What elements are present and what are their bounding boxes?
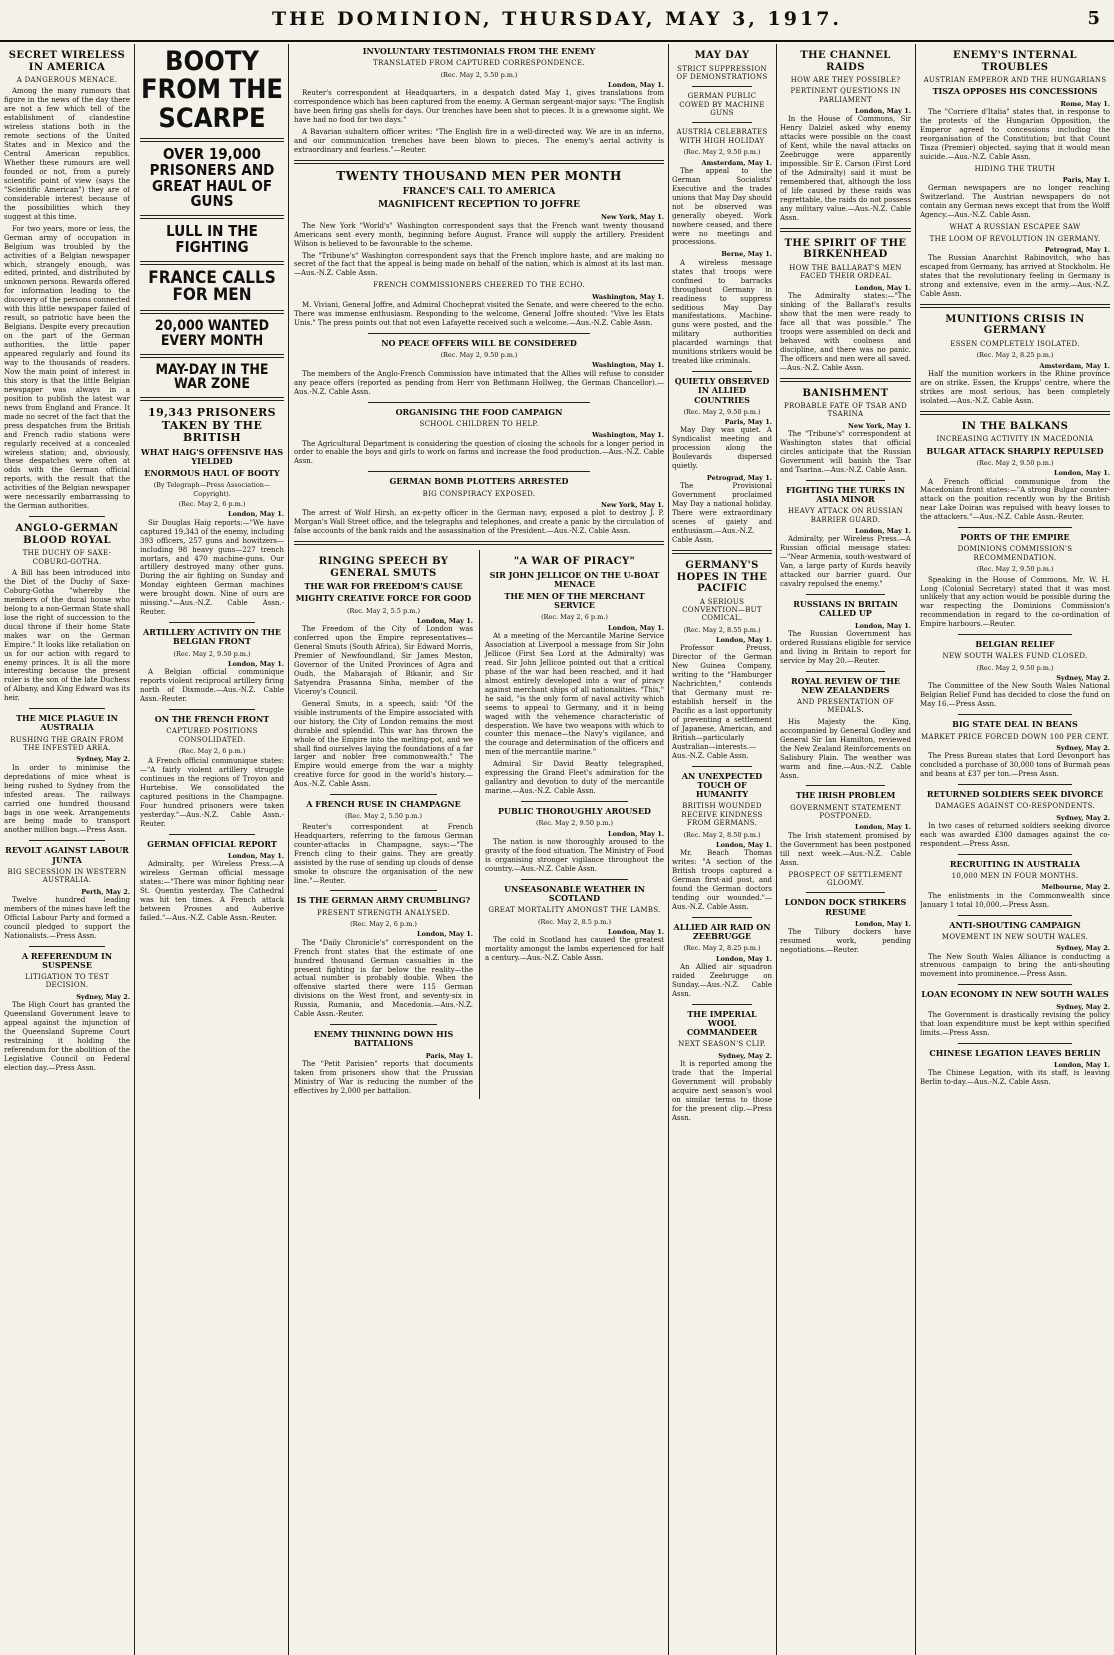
received-time: (Rec. May 2, 5.50 p.m.) [440, 70, 518, 79]
subheadline: HEAVY ATTACK ON RUSSIAN BARRIER GUARD. [787, 507, 904, 524]
dateline: Rome, May 1. [1060, 99, 1110, 108]
headline: ENEMY'S INTERNAL TROUBLES [953, 50, 1077, 73]
dateline: London, May 1. [608, 623, 664, 632]
article-text: The Government is drastically revising the policy that loan expenditure must be kept within specified limits.—Press Assn. [920, 1010, 1110, 1037]
headline: THE MEN OF THE MERCHANT SERVICE [504, 591, 645, 611]
divider [29, 840, 105, 841]
headline: RETURNED SOLDIERS SEEK DIVORCE [926, 789, 1104, 800]
headline: PORTS OF THE EMPIRE [960, 532, 1070, 543]
headline: BIG STATE DEAL IN BEANS [952, 719, 1078, 730]
divider [140, 261, 284, 265]
dateline: London, May 1. [855, 283, 911, 292]
subheadline: HOW THE BALLARAT'S MEN FACED THEIR ORDEAL [789, 263, 902, 281]
subheadline: PROBABLE FATE OF TSAR AND TSARINA [783, 402, 908, 419]
main-headline: BOOTY FROM THE SCARPE [140, 46, 284, 134]
headline: RUSSIANS IN BRITAIN CALLED UP [793, 599, 898, 619]
received-time: (Rec. May 2, 9.50 p.m.) [683, 407, 761, 416]
smuts-article [294, 550, 473, 1099]
dateline: London, May 1. [608, 927, 664, 936]
headline: ENEMY THINNING DOWN HIS BATTALIONS [313, 1029, 454, 1049]
dateline: London, May 1. [855, 621, 911, 630]
headline: WHAT HAIG'S OFFENSIVE HAS YIELDED [140, 446, 284, 467]
divider [806, 594, 885, 595]
divider [958, 527, 1072, 528]
divider [806, 480, 885, 481]
headline: FRANCE'S CALL TO AMERICA [402, 186, 556, 197]
headline: THE IMPERIAL WOOL COMMANDEER [686, 1008, 758, 1038]
article-text: Among the many rumours that figure in the news of the day there are not a few which tell of the establishment of clandestine wireless stations both in the remote sections of the United States and in Mexico and the Central American republics. Whether these rumours are well founded or not, from a purely scientific point of view (says the "Scientific American") they are of considerable interest because of the possibilities which they suggest at this time. [4, 87, 130, 221]
page-number: 5 [1087, 8, 1100, 29]
subheadline: PRESENT STRENGTH ANALYSED. [317, 908, 450, 917]
received-time: (Rec. May 2, 8.5 p.m.) [538, 917, 611, 926]
article-text: A wireless message states that troops were confined to barracks throughout Germany in readiness to suppress seditious May Day manifestations. Machine-guns were posted, and the military authorities placarded warnings that munitions strikers would be treated like criminals. [672, 258, 772, 366]
article-text: The "Petit Parisien" reports that documents taken from prisoners show that the Prussian Ministry of War is reducing the number of the effectives by 2,000 per battalion. [294, 1059, 473, 1095]
dateline: London, May 1. [228, 852, 284, 861]
article-text: General Smuts, in a speech, said: "Of the visible instruments of the Empire associated with our history, the City of London remains the most durable and splendid. This war has thrown the whole of the Empire into the melting-pot, and we shall find ourselves laying the foundations of a far larger and nobler free commonwealth." The Empire would emerge from the war a mighty creative force for good in the world's history.—Aus.-N.Z. Cable Assn. [294, 699, 473, 789]
subheadline: A SERIOUS CONVENTION—BUT COMICAL. [682, 597, 762, 623]
divider [958, 915, 1072, 916]
divider [692, 86, 752, 87]
column-3-4-news [294, 44, 664, 1655]
divider [692, 766, 752, 767]
headline: BANISHMENT [802, 387, 889, 399]
divider [780, 228, 911, 232]
article-text: Sir Douglas Haig reports:—"We have captured 19,343 of the enemy, including 393 officers, 257 guns and howitzers—including 98 heavy guns—227 trench mortars, and 470 machine-guns. Our artillery destroyed many other guns. During the air fighting on Sunday and Monday eighteen German machines were brought down. Nine of ours are missing."—Aus.-N.Z. Cable Assn.-Reuter. [140, 518, 284, 617]
dateline: London, May 1. [855, 527, 911, 536]
received-time: (Rec. May 2, 8.55 p.m.) [683, 625, 761, 634]
headline: A REFERENDUM IN SUSPENSE [21, 950, 113, 970]
column-rule [915, 44, 916, 1655]
article-text: German newspapers are no longer reaching Switzerland. The Austrian newspapers do not contain any German news except that from the Wolff Agency.—Aus.-N.Z. Cable Assn. [920, 184, 1110, 220]
article-text: A French official communique from the Macedonian front states:—"A strong Bulgar counter-attack on the position recently won by the British near Lake Doiran was repulsed with heavy losses to the attackers."—Aus.-N.Z. Cable Assn.-Reuter. [920, 477, 1110, 522]
subheadline: INCREASING ACTIVITY IN MACEDONIA [936, 435, 1094, 444]
column-rule [288, 44, 289, 1655]
article-text: A Bill has been introduced into the Diet of the Duchy of Saxe-Coburg-Gotha "whereby the members of the ducal house who belong to a non-German State shall lose the right of succession to the ducal throne if their home State makes war on the German Empire." It looks like retaliation on us for our action with regard to enemy princes. It is all the more interesting because the present ruler is the son of the late Duchess of Albany, and King Edward was its heir. [4, 568, 130, 703]
subheadline: THE DUCHY OF SAXE-COBURG-GOTHA. [22, 549, 112, 566]
received-time: (Rec. May 2, 9.50 p.m.) [683, 148, 761, 157]
dateline: Berne, May 1. [721, 250, 772, 259]
headline: SECRET WIRELESS IN AMERICA [8, 50, 126, 73]
dateline: London, May 1. [228, 659, 284, 668]
divider [169, 622, 255, 623]
article-text: The Agricultural Department is considering the question of closing the schools for a longer period in order to enable the boys and girls to work on farms and increase the food production.—Aus.-N.Z. Cable Assn. [294, 439, 664, 466]
dateline: New York, May 1. [847, 421, 911, 430]
subheadline: FRENCH COMMISSIONERS CHEERED TO THE ECHO. [373, 281, 585, 290]
divider [29, 946, 105, 947]
article-text: The "Tribune's" Washington correspondent says that the French implore haste, and are making no secret of the fact that the appeal is being made on behalf of the nation, which is almost at its last man.—Aus.-N.Z. Cable Assn. [294, 251, 664, 278]
subheadline: BRITISH WOUNDED RECEIVE KINDNESS FROM GERMANS. [681, 802, 763, 828]
divider [29, 708, 105, 709]
subheadline: ESSEN COMPLETELY ISOLATED. [950, 339, 1080, 348]
headline: REVOLT AGAINST LABOUR JUNTA [5, 845, 129, 865]
subheadline: DAMAGES AGAINST CO-RESPONDENTS. [935, 802, 1095, 811]
subheadline: HOW ARE THEY POSSIBLE? [790, 76, 901, 84]
article-text: Speaking in the House of Commons, Mr. W. H. Long (Colonial Secretary) stated that it was most unlikely that any action would be possible during the war respecting the Dominions Commission's recommendation in regard to the co-ordination of Empire harbours.—Reuter. [920, 575, 1110, 629]
dateline: London, May 1. [716, 954, 772, 963]
headline: ORGANISING THE FOOD CAMPAIGN [395, 406, 563, 417]
column-1 [4, 44, 130, 1655]
subheadline: 10,000 MEN IN FOUR MONTHS. [951, 872, 1079, 881]
article-text: The Freedom of the City of London was conferred upon the Empire representatives—General Smuts (South Africa), Sir Edward Morris, Premier of Newfoundland, Sir James Meston, Governor of the United Provinces of Agra and Oudh, the Maharajah of Bikanir, and Sir Satyendra Prasanna Sinha, member of the Viceroy's Council. [294, 625, 473, 696]
divider [692, 917, 752, 918]
headline: BELGIAN RELIEF [975, 639, 1055, 650]
divider [806, 785, 885, 786]
received-time: (Rec. May 2, 9.50 p.m.) [976, 565, 1054, 574]
article-text: Half the munition workers in the Rhine province are on strike. Essen, the Krupps' centre, where the strikes are most serious, has been completely isolated.—Aus.-N.Z. Cable Assn. [920, 370, 1110, 405]
dateline: London, May 1. [417, 616, 473, 625]
headline: IN THE BALKANS [961, 420, 1069, 432]
article-text: The appeal to the German Socialists' Executive and the trades unions that May Day should not be observed was generally obeyed. Work nowhere ceased, and there were no meetings and processions. [672, 166, 772, 247]
main-subheadline: FRANCE CALLS FOR MEN [148, 267, 276, 306]
article-text: At a meeting of the Mercantile Marine Service Association at Liverpool a message from Sir John Jellicoe (First Sea Lord at the Admiralty) was read. Sir John Jellicoe pointed out that a critical phase of the war had been reached, and it had almost entirely developed into a war of piracy against merchant ships of all nationalities. "This," he said, "is the only form of naval activity which seems to appeal to Germany, and it is being waged with the vehemence characteristic of desperation. We have two weapons with which to counter this menace—the Navy's vigilance, and the courage and determination of the officers and men of the mercantile marine." [485, 632, 664, 757]
article-text: A Belgian official communique reports violent reciprocal artillery firing north of Dixmude.—Aus.-N.Z. Cable Assn.-Reuter. [140, 668, 284, 704]
received-time: (Rec. May 2, 9.50 p.m.) [976, 458, 1054, 467]
subheadline: GREAT MORTALITY AMONGST THE LAMBS. [488, 906, 661, 915]
dateline: Petrograd, May 1. [1044, 245, 1110, 254]
divider [330, 794, 437, 795]
subheadline: RUSHING THE GRAIN FROM THE INFESTED AREA. [10, 735, 124, 753]
dateline: London, May 1. [608, 829, 664, 838]
divider [294, 541, 664, 545]
divider [368, 402, 590, 403]
dateline: London, May 1. [417, 930, 473, 939]
headline: THE MICE PLAGUE IN AUSTRALIA [16, 713, 118, 733]
article-text: The New York "World's" Washington correspondent says that the French want twenty thousand Americans sent every month, beginning before August. France will supply the artillery. President Wilson is believed to be favourable to the scheme. [294, 221, 664, 248]
dateline: London, May 1. [716, 636, 772, 645]
divider [958, 854, 1072, 855]
divider [958, 784, 1072, 785]
headline: PUBLIC THOROUGHLY AROUSED [498, 806, 651, 817]
headline: SIR JOHN JELLICOE ON THE U-BOAT MENACE [489, 569, 660, 589]
credit-line: (By Telegraph—Press Association—Copyright). [153, 481, 271, 498]
subheadline: WHAT A RUSSIAN ESCAPEE SAW [949, 223, 1081, 232]
article-text: For two years, more or less, the German army of occupation in Belgium was troubled by the activities of a Belgian newspaper which, strangely enough, was edited, printed, and distributed by unknown persons. Rewards offered for information leading to the discovery of the persons connected with this little newspaper failed of result, so patriotic have been the Belgians. Despite every precaution on the part of the German authorities, the little paper appeared regularly and found its way to the thousands of readers. Now the main point of interest in this story is that the little Belgian newspaper was always in a position to publish the latest war news from England and France. It made no secret of the fact that the press despatches from the British and French radio stations were regularly received at a concealed wireless station; and, obviously, these despatches were often at odds with the German official reports, with the result that the activities of the Belgian newspaper were necessarily embarrassing to the German authorities. [4, 224, 130, 511]
article-text: The Russian Government has ordered Russians eligible for service and living in Britain to report for service by May 20.—Reuter. [780, 629, 911, 665]
article-text: Twelve hundred leading members of the mines have left the Official Labour Party and formed a council pledged to support the Nationalists.—Press Assn. [4, 895, 130, 940]
headline: THE SPIRIT OF THE BIRKENHEAD [784, 237, 907, 261]
subheadline: AND PRESENTATION OF MEDALS. [797, 698, 894, 715]
headline: QUIETLY OBSERVED IN ALLIED COUNTRIES [674, 376, 770, 405]
headline: "A WAR OF PIRACY" [513, 556, 636, 568]
headline: FIGHTING THE TURKS IN ASIA MINOR [786, 484, 905, 505]
dateline: Amsterdam, May 1. [1039, 361, 1110, 370]
divider [140, 138, 284, 142]
subheadline: MARKET PRICE FORCED DOWN 100 PER CENT. [921, 732, 1109, 741]
article-text: It is reported among the trade that the Imperial Government will probably acquire next season's wool on similar terms to those for the present clip.—Press Assn. [672, 1059, 772, 1122]
article-text: The Provisional Government proclaimed May Day a national holiday. There were extraordinary scenes of gaiety and enthusiasm.—Aus.-N.Z. Cable Assn. [672, 482, 772, 545]
dateline: Perth, May 2. [81, 887, 130, 896]
article-text: The Russian Anarchist Rabinovitch, who has escaped from Germany, has arrived at Stockholm. He states that the revolutionary feeling in Germany is strong and extensive, even in the army.—Aus.-N.Z. Cable Assn. [920, 254, 1110, 299]
subheadline: SCHOOL CHILDREN TO HELP. [419, 419, 539, 428]
headline: ALLIED AIR RAID ON ZEEBRUGGE [673, 921, 771, 942]
subheadline: LITIGATION TO TEST DECISION. [25, 972, 109, 990]
divider [521, 879, 628, 880]
dateline: Paris, May 1. [724, 418, 772, 427]
headline: RECRUITING IN AUSTRALIA [949, 858, 1081, 869]
dateline: Sydney, May 2. [718, 1051, 772, 1060]
subheadline: BIG CONSPIRACY EXPOSED. [422, 489, 536, 498]
received-time: (Rec. May 2, 9.50 p.m.) [976, 663, 1054, 672]
divider [920, 411, 1110, 415]
article-text: The Press Bureau states that Lord Devonport has concluded a purchase of 30,000 tons of Burmah peas and beans at £37 per ton.—Press Assn. [920, 752, 1110, 779]
divider [958, 634, 1072, 635]
dateline: Washington, May 1. [592, 361, 664, 370]
article-text: The cold in Scotland has caused the greatest mortality amongst the lambs experienced for half a century.—Aus.-N.Z. Cable Assn. [485, 936, 664, 963]
received-time: (Rec. May 2, 9.50 p.m.) [173, 649, 251, 658]
article-text: The nation is now thoroughly aroused to the gravity of the food situation. The Ministry of Food is organising stronger vigilance throughout the country.—Aus.-N.Z. Cable Assn. [485, 837, 664, 873]
dateline: Sydney, May 2. [1056, 944, 1110, 953]
headline: CHINESE LEGATION LEAVES BERLIN [929, 1047, 1101, 1058]
divider [672, 550, 772, 554]
headline: ENORMOUS HAUL OF BOOTY [144, 468, 280, 479]
headline: ARTILLERY ACTIVITY ON THE BELGIAN FRONT [143, 627, 281, 647]
subheadline: THE LOOM OF REVOLUTION IN GERMANY. [929, 234, 1101, 243]
headline: MIGHTY CREATIVE FORCE FOR GOOD [295, 593, 472, 604]
headline: THE WAR FOR FREEDOM'S CAUSE [304, 581, 463, 592]
article-text: In order to minimise the depredations of mice wheat is being rushed to Sydney from the infested areas. The railways carried one hundred thousand bags in one week. Arrangements are being made to transport another million bags.—Press Assn. [4, 763, 130, 835]
subheadline: HIDING THE TRUTH [974, 164, 1056, 173]
received-time: (Rec. May 2, 9.50 p.m.) [535, 819, 614, 828]
column-7 [920, 44, 1110, 1655]
headline: MAY DAY [694, 50, 750, 61]
article-text: The Tilbury dockers have resumed work, pending negotiations.—Reuter. [780, 928, 911, 954]
received-time: (Rec. May 2, 6 p.m.) [541, 613, 608, 622]
main-subheadline: LULL IN THE FIGHTING [166, 222, 258, 256]
headline: 19,343 PRISONERS TAKEN BY THE BRITISH [148, 405, 276, 445]
headline: ANGLO-GERMAN BLOOD ROYAL [15, 523, 119, 546]
divider [920, 304, 1110, 308]
received-time: (Rec. May 2, 8.25 p.m.) [683, 944, 761, 953]
article-text: The Chinese Legation, with its staff, is leaving Berlin to-day.—Aus.-N.Z. Cable Assn. [920, 1069, 1110, 1087]
article-text: The "Tribune's" correspondent at Washington states that official circles anticipate that the Russian Government will banish the Tsar and Tsarina.—Aus.-N.Z. Cable Assn. [780, 430, 911, 474]
headline: TISZA OPPOSES HIS CONCESSIONS [932, 86, 1098, 97]
divider [958, 714, 1072, 715]
article-text: The New South Wales Alliance is conducting a strenuous campaign to bring the anti-shouting movement into prominence.—Press Assn. [920, 952, 1110, 979]
received-time: (Rec. May 2, 6 p.m.) [350, 920, 417, 929]
dateline: Sydney, May 2. [1056, 813, 1110, 822]
dateline: Paris, May 1. [425, 1051, 473, 1060]
divider [692, 371, 752, 372]
subheadline: NEXT SEASON'S CLIP. [678, 1040, 766, 1049]
divider [806, 671, 885, 672]
dateline: Washington, May 1. [592, 431, 664, 440]
article-text: The enlistments in the Commonwealth since January 1 total 10,000.—Press Assn. [920, 891, 1110, 909]
headline: BULGAR ATTACK SHARPLY REPULSED [926, 445, 1104, 456]
divider [330, 1024, 437, 1025]
received-time: (Rec. May 2, 5.5 p.m.) [347, 606, 420, 615]
dateline: London, May 1. [1054, 1060, 1110, 1069]
subheadline: TRANSLATED FROM CAPTURED CORRESPONDENCE. [373, 59, 585, 68]
article-text: May Day was quiet. A Syndicalist meeting and procession along the Boulevards dispersed quietly. [672, 426, 772, 471]
divider [780, 378, 911, 382]
dateline: Melbourne, May 2. [1041, 883, 1110, 892]
divider [169, 709, 255, 710]
dateline: Sydney, May 2. [1056, 1002, 1110, 1011]
divider [29, 516, 105, 517]
dateline: Sydney, May 2. [1056, 674, 1110, 683]
article-text: Reuter's correspondent at Headquarters, in a despatch dated May 1, gives translations from correspondence which has been captured from the enemy. A German sergeant-major says: "The English have been firing gas shells for days. Our trenches have been shot to pieces. It is a grewsome sight. We have had no food for two days." [294, 89, 664, 125]
dateline: London, May 1. [855, 107, 911, 116]
received-time: (Rec. May 2, 9.50 p.m.) [440, 351, 518, 360]
article-text: Admiralty, per Wireless Press.—A Russian official message states:—"Near Armenia, south-westward of Van, a large party of Kurds heavily attacked our barrier guard. Our cavalry repulsed the enemy." [780, 535, 911, 589]
subheadline: PERTINENT QUESTIONS IN PARLIAMENT [790, 87, 901, 104]
dateline: London, May 1. [855, 823, 911, 832]
article-text: The members of the Anglo-French Commission have intimated that the Allies will refuse to consider any peace offers (reported as pending from Herr von Bethmann Hollweg, the German Chancellor).—Aus.-N.Z. Cable Assn. [294, 369, 664, 396]
subheadline: CAPTURED POSITIONS CONSOLIDATED. [166, 727, 258, 744]
divider [521, 801, 628, 802]
headline: GERMAN OFFICIAL REPORT [147, 838, 277, 849]
article-text: Admiral Sir David Beatty telegraphed, expressing the Grand Fleet's admiration for the gallantry and devotion to duty of the mercantile marine.—Aus.-N.Z. Cable Assn. [485, 760, 664, 796]
article-text: M. Viviani, General Joffre, and Admiral Chocheprat visited the Senate, and were cheered to the echo. There was immense enthusiasm. Responding to the welcome, General Joffre shouted: "Vive les Etats Unis." The press points out that not even Lafayette received such a welcome.—Aus.-N.Z. Cable Assn. [294, 301, 664, 327]
article-text: The High Court has granted the Queensland Government leave to appeal against the injunction of the Queensland Supreme Court restraining it holding the referendum for the abolition of the Legislative Council on Federal election day.—Press Assn. [4, 1001, 130, 1072]
divider [294, 160, 664, 164]
headline: IS THE GERMAN ARMY CRUMBLING? [296, 895, 471, 906]
subheadline: AUSTRIA CELEBRATES WITH HIGH HOLIDAY [676, 128, 768, 145]
divider [958, 1043, 1072, 1044]
main-subheadline: MAY-DAY IN THE WAR ZONE [155, 361, 269, 393]
headline: A FRENCH RUSE IN CHAMPAGNE [306, 799, 461, 810]
column-rule [134, 44, 135, 1655]
article-text: A Bavarian subaltern officer writes: "The English fire in a well-directed way. We are in an inferno, and our communication trenches have been blown to pieces. The enemy's aerial activity is extraordinary and fearless."—Reuter. [294, 128, 664, 154]
article-text: Reuter's correspondent at French Headquarters, referring to the famous German counter-attacks in Champagne, says:—"The French cling to their gains. They are greatly assisted by the ruse of sending up clouds of dense smoke to obscure the organisation of the new line."—Reuter. [294, 822, 473, 885]
article-text: The "Daily Chronicle's" correspondent on the French front states that the estimate of one hundred thousand German casualties in the present fighting is far below the reality—the actual number is probably double. When the offensive started there were 115 German divisions on the West front, and seventy-six in Russia, Rumania, and Macedonia.—Aus.-N.Z. Cable Assn.-Reuter. [294, 938, 473, 1019]
divider [692, 122, 752, 123]
dateline: London, May 1. [855, 919, 911, 928]
headline: THE IRISH PROBLEM [795, 790, 896, 801]
dateline: Washington, May 1. [592, 292, 664, 301]
headline: GERMANY'S HOPES IN THE PACIFIC [676, 560, 768, 595]
article-text: A French official communique states:—"A fairly violent artillery struggle continues in the regions of Troyon and Hurtebise. We consolidated the captured positions in the Champagne. Four hundred prisoners were taken yesterday."—Aus.-N.Z. Cable Assn.-Reuter. [140, 757, 284, 828]
headline: MUNITIONS CRISIS IN GERMANY [945, 313, 1085, 337]
headline: LONDON DOCK STRIKERS RESUME [784, 897, 907, 917]
article-text: His Majesty the King, accompanied by General Godley and General Sir Ian Hamilton, reviewed the New Zealand Reinforcements on Salisbury Plain. The weather was warm and fine.—Aus.-N.Z. Cable Assn. [780, 717, 911, 780]
dateline: London, May 1. [228, 510, 284, 519]
headline: GERMAN BOMB PLOTTERS ARRESTED [389, 476, 569, 487]
divider [806, 892, 885, 893]
subheadline: BIG SECESSION IN WESTERN AUSTRALIA. [7, 867, 127, 885]
dateline: Sydney, May 2. [76, 755, 130, 764]
divider [140, 215, 284, 219]
article-text: In the House of Commons, Sir Henry Dalziel asked why enemy attacks were possible on the coast of Kent, while the naval attacks on Zeebrugge were apparently impossible. Sir E. Carson (First Lord of the Admiralty) said it must be remembered that, although the loss of life caused by these raids was regrettable, the raids do not possess any military value.—Aus.-N.Z. Cable Assn. [780, 115, 911, 222]
headline: ON THE FRENCH FRONT [154, 714, 270, 724]
headline: LOAN ECONOMY IN NEW SOUTH WALES [921, 989, 1109, 1000]
headline: UNSEASONABLE WEATHER IN SCOTLAND [504, 883, 645, 903]
jellicoe-article [479, 550, 664, 1099]
subheadline: DOMINIONS COMMISSION'S RECOMMENDATION. [957, 545, 1073, 562]
headline: THE CHANNEL RAIDS [800, 50, 891, 73]
divider [140, 354, 284, 358]
divider [368, 471, 590, 472]
dateline: Paris, May 1. [1062, 176, 1110, 184]
received-time: (Rec. May 2, 6 p.m.) [178, 500, 246, 509]
subheadline: PROSPECT OF SETTLEMENT GLOOMY. [788, 870, 903, 887]
article-text: Mr. Beach Thomas writes: "A section of the British troops captured a German first-aid post, and found the German doctors tending our wounded."—Aus.-N.Z. Cable Assn. [672, 849, 772, 911]
article-text: Professor Preuss, Director of the German New Guinea Company, writing to the "Hamburger Nachrichten," contends that Germany must re-establish herself in the Pacific as a last opportunity of preventing a settlement of Japanese, American, and British—particularly Australian—interests.—Aus.-N.Z. Cable Assn. [672, 644, 772, 760]
subheadline: GERMAN PUBLIC COWED BY MACHINE GUNS [679, 92, 765, 118]
subheadline: NEW SOUTH WALES FUND CLOSED. [942, 652, 1088, 661]
headline: AN UNEXPECTED TOUCH OF HUMANITY [681, 770, 763, 800]
masthead-title: THE DOMINION, THURSDAY, MAY 3, 1917. [271, 8, 843, 30]
column-5 [672, 44, 772, 1655]
headline: NO PEACE OFFERS WILL BE CONSIDERED [381, 337, 577, 348]
received-time: (Rec. May 2, 8.25 p.m.) [976, 351, 1054, 360]
main-subheadline: 20,000 WANTED EVERY MONTH [154, 318, 270, 349]
masthead [0, 0, 1114, 42]
article-text: The Irish statement promised by the Government has been postponed till next week.—Aus.-N.Z. Cable Assn. [780, 831, 911, 867]
headline: ANTI-SHOUTING CAMPAIGN [949, 919, 1081, 930]
subheadline: A DANGEROUS MENACE. [16, 76, 118, 84]
column-6 [780, 44, 911, 1655]
headline: TWENTY THOUSAND MEN PER MONTH [336, 168, 622, 183]
dateline: Amsterdam, May 1. [701, 158, 772, 167]
article-text: The arrest of Wolf Hirsh, an ex-petty officer in the German navy, exposed a plot to destroy J. P. Morgan's Wall Street office, and the telegraphs and telephones, and create a panic by the circulation of false accounts of the bank raids and the assassination of the President.—Aus.-N.Z. Cable Assn. [294, 509, 664, 536]
received-time: (Rec. May 2, 8.50 p.m.) [683, 830, 761, 839]
divider [140, 397, 284, 401]
article-text: In two cases of returned soldiers seeking divorce each was awarded £300 damages against the co-respondent.—Press Assn. [920, 821, 1110, 848]
two-column-block [294, 550, 664, 1099]
divider [330, 890, 437, 891]
headline: ROYAL REVIEW OF THE NEW ZEALANDERS [790, 675, 901, 695]
dateline: London, May 1. [1054, 469, 1110, 478]
dateline: New York, May 1. [600, 500, 664, 509]
divider [692, 1004, 752, 1005]
article-text: Admiralty, per Wireless Press.—A wireless German official message states:—"There was minor fighting near St. Quentin yesterday. The Cathedral was hit ten times. A French attack between Prosnes and Auberive failed."—Aus.-N.Z. Cable Assn.-Reuter. [140, 860, 284, 923]
dateline: Sydney, May 2. [1056, 743, 1110, 752]
article-text: The "Corriere d'Italia" states that, in response to the protests of the Hungarian Opposition, the Emperor agreed to concessions including the reorganisation of the Constitution; but that Count Tisza (Premier) objected, saying that it would mean suicide.—Aus.-N.Z. Cable Assn. [920, 107, 1110, 161]
headline: RINGING SPEECH BY GENERAL SMUTS [318, 556, 449, 579]
main-subheadline: OVER 19,000 PRISONERS AND GREAT HAUL OF GUNS [149, 145, 275, 211]
dateline: London, May 1. [608, 80, 664, 89]
dateline: New York, May 1. [600, 213, 664, 222]
column-rule [668, 44, 669, 1655]
article-text: An Allied air squadron raided Zeebrugge on Sunday.—Aus.-N.Z. Cable Assn. [672, 962, 772, 998]
article-text: The Committee of the New South Wales National Belgian Relief Fund has decided to close the fund on May 16.—Press Assn. [920, 682, 1110, 709]
divider [140, 310, 284, 314]
subheadline: MOVEMENT IN NEW SOUTH WALES. [941, 932, 1089, 941]
column-rule [776, 44, 777, 1655]
subheadline: AUSTRIAN EMPEROR AND THE HUNGARIANS [923, 76, 1107, 84]
divider [169, 834, 255, 835]
subheadline: STRICT SUPPRESSION OF DEMONSTRATIONS [676, 64, 768, 81]
received-time: (Rec. May 2, 6 p.m.) [178, 746, 246, 755]
received-time: (Rec. May 2, 5.50 p.m.) [344, 812, 423, 821]
dateline: Sydney, May 2. [76, 992, 130, 1001]
article-text: The Admiralty states:—"The sinking of the Ballarat's results show that the men were ready to face all that was possible." The troops were assembled on deck and behaved with coolness and discipline, and there was no panic. The officers and men were all saved.—Aus.-N.Z. Cable Assn. [780, 292, 911, 372]
headline: MAGNIFICENT RECEPTION TO JOFFRE [378, 200, 580, 211]
dateline: Petrograd, May 1. [706, 474, 772, 483]
dateline: London, May 1. [716, 840, 772, 849]
headline: INVOLUNTARY TESTIMONIALS FROM THE ENEMY [362, 46, 596, 56]
divider [368, 333, 590, 334]
subheadline: GOVERNMENT STATEMENT POSTPONED. [790, 803, 901, 821]
column-2-headlines [140, 44, 284, 1655]
divider [958, 984, 1072, 985]
